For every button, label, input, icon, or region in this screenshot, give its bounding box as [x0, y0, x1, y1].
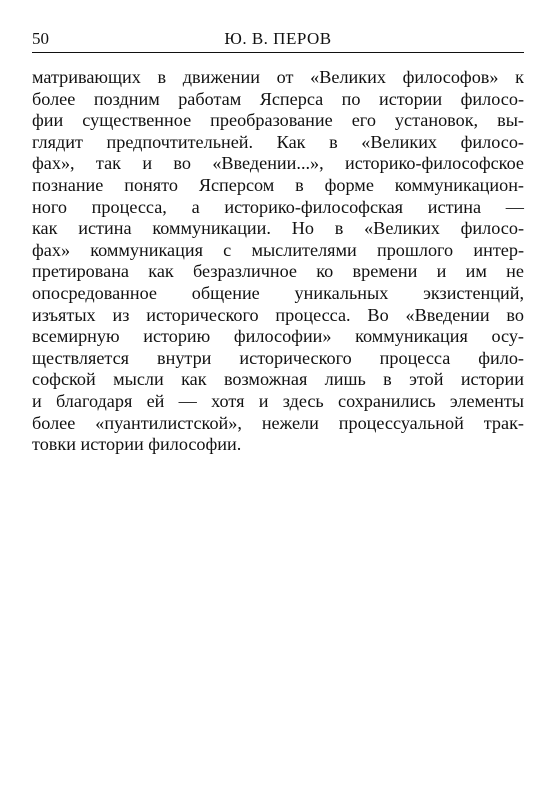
book-page — [32, 28, 524, 456]
text-line: как истина коммуникации. Но в «Великих филосо- — [32, 218, 524, 239]
text-line: ществляется внутри исторического процесса фило- — [32, 347, 524, 368]
running-head: Ю. В. ПЕРОВ — [224, 29, 332, 48]
text-line: глядит предпочтительней. Как в «Великих филосо- — [32, 131, 524, 152]
text-line: познание понято Ясперсом в форме коммуникацион- — [32, 174, 524, 195]
text-line: фах» коммуникация с мыслителями прошлого интер- — [32, 239, 524, 260]
header-rule — [32, 52, 524, 53]
text-line: изъятых из исторического процесса. Во «Введении во — [32, 304, 524, 325]
text-line: матривающих в движении от «Великих философов» к — [32, 67, 524, 87]
text-line: всемирную историю философии» коммуникация осу- — [32, 326, 524, 347]
text-line: фии существенное преобразование его установок, вы- — [32, 110, 524, 131]
page-header — [32, 28, 524, 50]
text-line: более «пуантилистской», нежели процессуальной трак- — [32, 412, 524, 433]
text-line: претирована как безразличное ко времени и им не — [32, 261, 524, 282]
text-line: ного процесса, а историко-философская истина — — [32, 196, 524, 217]
text-line: опосредованное общение уникальных экзистенций, — [32, 282, 524, 303]
page-number: 50 — [32, 29, 49, 48]
text-line: более поздним работам Ясперса по истории филосо- — [32, 88, 524, 109]
text-line: и благодаря ей — хотя и здесь сохранились элементы — [32, 390, 524, 411]
body-paragraph — [32, 67, 524, 456]
text-line: товки истории философии. — [32, 434, 242, 455]
text-line: софской мысли как возможная лишь в этой истории — [32, 369, 524, 390]
text-line: фах», так и во «Введении...», историко-философское — [32, 153, 524, 174]
